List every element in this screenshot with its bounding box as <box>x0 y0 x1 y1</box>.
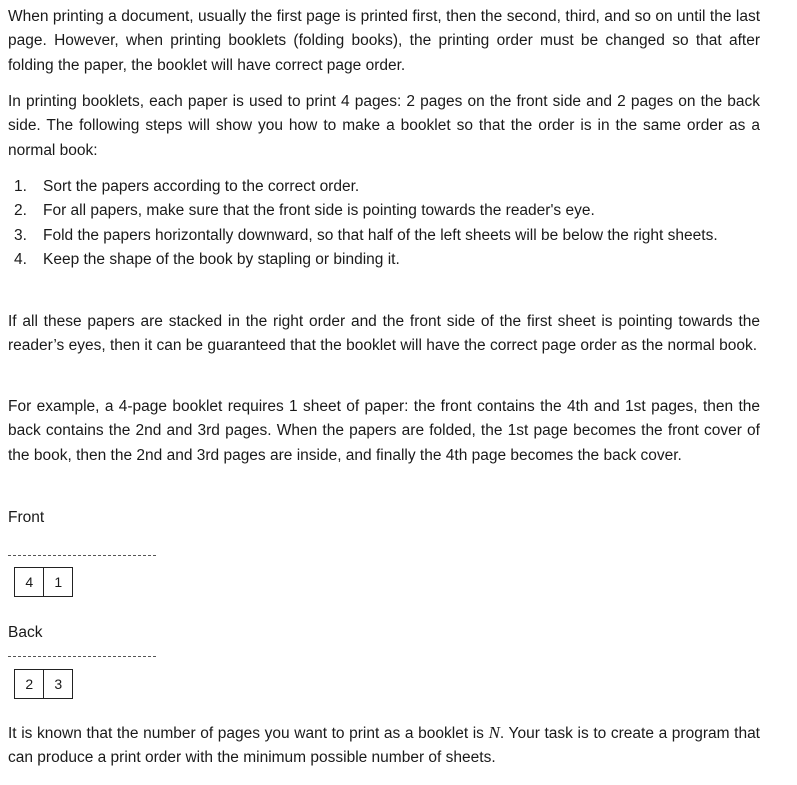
booklet-info-paragraph: In printing booklets, each paper is used to print 4 pages: 2 pages on the front side and 2 pages on the back side. The following steps will show you how to make a booklet so that the order is in the same order as a normal book: <box>8 93 760 159</box>
list-number: 4. <box>14 250 27 268</box>
front-sheet-diagram <box>14 567 73 597</box>
back-label: Back <box>8 624 43 641</box>
list-item <box>8 248 760 272</box>
list-item <box>8 175 760 199</box>
list-text: Fold the papers horizontally downward, so that half of the left sheets will be below the right sheets. <box>43 226 718 244</box>
page-cell: 3 <box>43 670 72 698</box>
list-text: Sort the papers according to the correct order. <box>43 178 360 195</box>
steps-list <box>8 175 760 272</box>
task-text-before: It is known that the number of pages you want to print as a booklet is <box>8 725 489 742</box>
list-number: 3. <box>14 226 27 244</box>
task-text-after: . Your task is to create a program that can produce a print order with the minimum possible number of sheets. <box>8 725 760 767</box>
front-label: Front <box>8 509 45 526</box>
intro-paragraph: When printing a document, usually the first page is printed first, then the second, third, and so on until the last page. However, when printing booklets (folding books), the printing order must be changed so that after folding the paper, the booklet will have correct page order. <box>8 8 760 74</box>
front-divider <box>8 555 156 556</box>
page-cell: 1 <box>43 568 72 596</box>
list-text: Keep the shape of the book by stapling or binding it. <box>43 250 400 268</box>
page-cell: 4 <box>25 574 34 590</box>
guarantee-paragraph: If all these papers are stacked in the right order and the front side of the first sheet is pointing towards the reader’s eyes, then it can be guaranteed that the booklet will have the correct page order as the normal book. <box>8 313 760 355</box>
list-item <box>8 199 760 223</box>
example-paragraph: For example, a 4-page booklet requires 1 sheet of paper: the front contains the 4th and 1st pages, then the back contains the 2nd and 3rd pages. When the papers are folded, the 1st page becomes the front cover of the book, then the 2nd and 3rd pages are inside, and finally the 4th page becomes the back cover. <box>8 398 760 464</box>
list-number: 1. <box>14 178 27 195</box>
list-text: For all papers, make sure that the front side is pointing towards the reader's eye. <box>43 202 595 220</box>
back-divider <box>8 656 156 657</box>
list-item <box>8 224 760 248</box>
list-number: 2. <box>14 202 27 220</box>
task-paragraph <box>8 721 760 771</box>
back-sheet-diagram <box>14 669 73 699</box>
page-cell: 2 <box>25 676 34 692</box>
variable-n: N <box>488 723 500 742</box>
